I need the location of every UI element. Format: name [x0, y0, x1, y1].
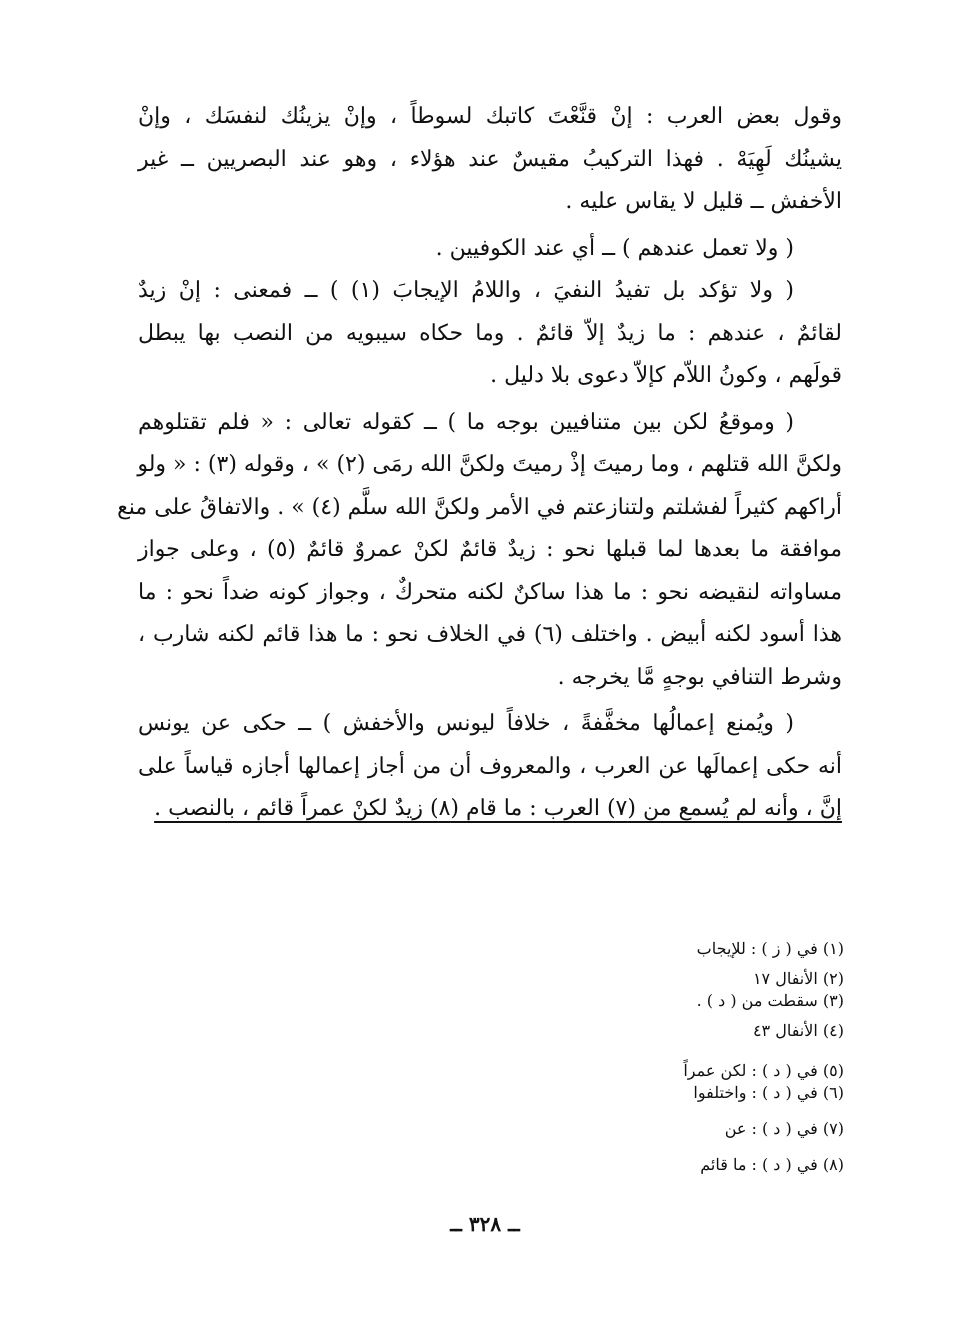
text-line: لقائمٌ ، عندهم : ما زيدٌ إلاّ قائمٌ . وما حكاه سيبويه من النصب بها يبطل	[138, 320, 842, 346]
body-text	[117, 96, 842, 831]
text-line: وقول بعض العرب : إنْ قنَّعْتَ كاتبك لسوطاً ، وإنْ يزينُك لنفسَك ، وإنْ	[138, 104, 842, 129]
footnote: (١) في ( ز ) : للإيجاب	[696, 939, 844, 958]
footnote: (٦) في ( د ) : واختلفوا	[693, 1083, 844, 1102]
text-line: موافقة ما بعدها لما قبلها نحو : زيدٌ قائمٌ لكنْ عمروٌ قائمٌ (٥) ، وعلى جواز	[138, 537, 842, 562]
text-line: هذا أسود لكنه أبيض . واختلف (٦) في الخلاف نحو : ما هذا قائم لكنه شارب ،	[138, 622, 842, 647]
paragraph	[138, 703, 842, 831]
text-line: ( وموقعُ لكن بين متنافيين بوجه ما ) ــ كقوله تعالى : « فلم تقتلوهم	[138, 409, 794, 435]
page-number: ــ ٣٢٨ ــ	[450, 1212, 520, 1236]
text-line: أنه حكى إعمالَها عن العرب ، والمعروف أن من أجاز إعمالها أجازه قياساً على	[138, 753, 842, 779]
paragraph	[138, 270, 842, 398]
footnote: (٣) سقطت من ( د ) .	[696, 991, 844, 1010]
footnote: (٤) الأنفال ٤٣	[752, 1021, 844, 1040]
footnote: (٥) في ( د ) : لكن عمراً	[683, 1061, 844, 1080]
text-line: وشرط التنافي بوجهٍ مَّا يخرجه .	[557, 664, 842, 690]
text-line: يشينُك لَهِيَهْ . فهذا التركيبُ مقيسٌ عند هؤلاء ، وهو عند البصريين ــ غير	[138, 146, 842, 172]
footnote: (٨) في ( د ) : ما قائم	[700, 1155, 844, 1174]
paragraph	[138, 228, 842, 271]
text-line: الأخفش ــ قليل لا يقاس عليه .	[565, 189, 842, 214]
paragraph	[117, 402, 842, 700]
text-line: ولكنَّ الله قتلهم ، وما رميتَ إذْ رميتَ ولكنَّ الله رمَى (٢) » ، وقوله (٣) : « ولو	[137, 452, 842, 477]
paragraph	[138, 96, 842, 224]
footnote: (٧) في ( د ) : عن	[724, 1119, 844, 1138]
footnotes	[444, 938, 844, 1176]
text-line: ( ولا تؤكد بل تفيدُ النفيَ ، واللامُ الإيجابَ (١) ) ــ فمعنى : إنْ زيدٌ	[138, 278, 794, 303]
text-line: مساواته لنقيضه نحو : ما هذا ساكنٌ لكنه متحركٌ ، وجواز كونه ضداً نحو : ما	[138, 579, 842, 605]
text-line: إنَّ ، وأنه لم يُسمع من (٧) العرب : ما قام (٨) زيدٌ لكنْ عمراً قائم ، بالنصب .	[154, 796, 842, 821]
footnote: (٢) الأنفال ١٧	[752, 969, 844, 988]
text-line: ( ولا تعمل عندهم ) ــ أي عند الكوفيين .	[435, 235, 794, 261]
text-line: أراكهم كثيراً لفشلتم ولتنازعتم في الأمر ولكنَّ الله سلَّم (٤) » . والاتفاقُ على منع	[117, 494, 842, 520]
text-line: قولَهم ، وكونُ اللاّم كإلاّ دعوى بلا دليل .	[490, 363, 842, 388]
text-line: ( ويُمنع إعمالُها مخفَّفةً ، خلافاً ليونس والأخفش ) ــ حكى عن يونس	[138, 711, 794, 736]
